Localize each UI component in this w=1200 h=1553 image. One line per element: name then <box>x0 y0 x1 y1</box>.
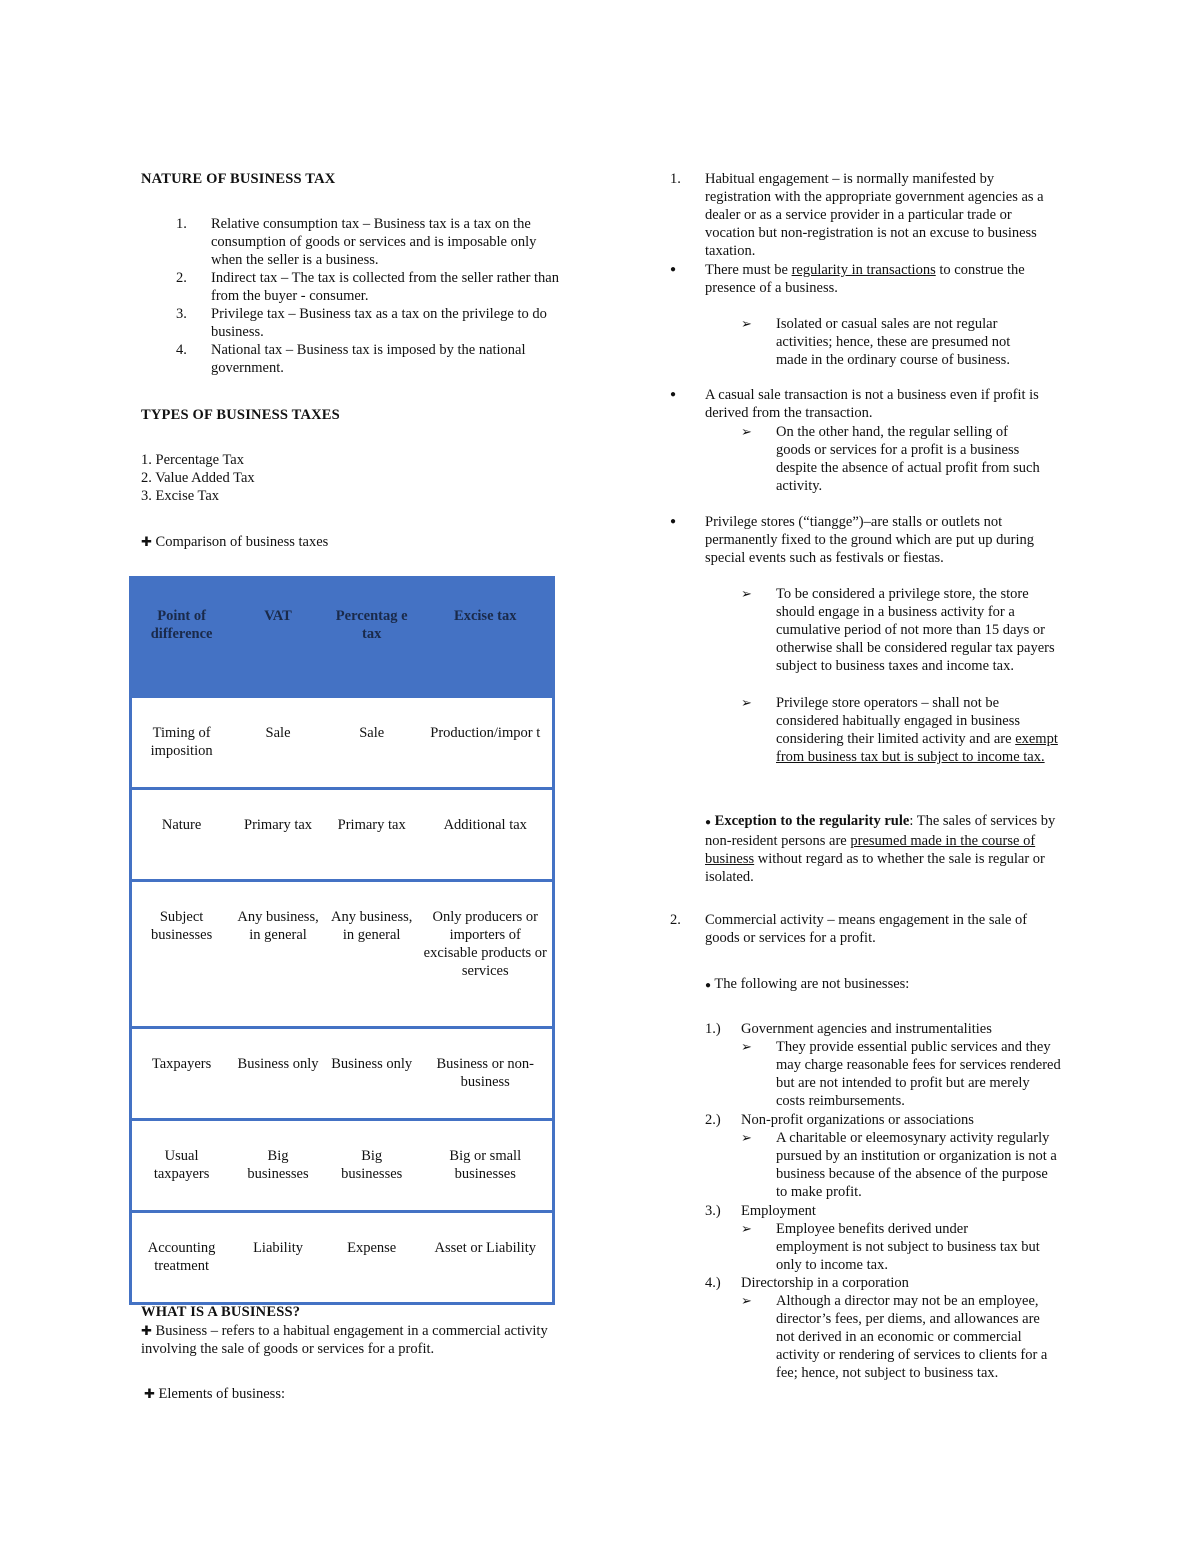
list-item: 1. Relative consumption tax – Business tax is a tax on the consumption of goods or services and is imposable only when the seller is a business. <box>176 216 537 268</box>
list-item-title: Non-profit organizations or associations <box>741 1112 974 1128</box>
table-cell: Business or non-business <box>419 1028 554 1120</box>
exception-paragraph: ● Exception to the regularity rule: The sales of services by non-resident persons are presumed made in the course of business without regard as to whether the sale is regular or isolated. <box>705 813 1056 885</box>
arrow-bullet-icon: ➢ <box>741 1293 752 1308</box>
table-row <box>131 881 554 1028</box>
table-header-cell: VAT <box>231 578 325 697</box>
table-cell: Primary tax <box>231 789 325 881</box>
types-list <box>141 451 255 505</box>
list-item-title: Directorship in a corporation <box>741 1275 909 1291</box>
arrow-bullet-icon: ➢ <box>741 316 752 331</box>
table-row <box>131 1212 554 1304</box>
bullet-icon: ● <box>670 389 677 400</box>
table-cell: Asset or Liability <box>419 1212 554 1304</box>
list-item: 3. Excise Tax <box>141 488 220 504</box>
table-cell: Any business, in general <box>325 881 419 1028</box>
sub-bullet: ➢ To be considered a privilege store, the store should engage in a business activity for a cumulative period of not more than 15 days or otherwise shall be considered regular tax payers subject to business taxes and income tax. <box>741 586 1055 674</box>
habitual-engagement-text: Habitual engagement – is normally manifested by registration with the appropriate government agencies as a dealer or as a service provider in a particular trade or vocation but non-registration is not an excuse to business taxation. <box>705 171 1044 259</box>
arrow-bullet-icon: ➢ <box>741 1039 752 1054</box>
business-definition: ✚ Business – refers to a habitual engagement in a commercial activity involving the sale of goods or services for a profit. <box>141 1323 548 1357</box>
cross-bullet-icon: ✚ <box>144 1386 155 1401</box>
sub-bullet: ➢ On the other hand, the regular selling of goods or services for a profit is a business despite the absence of actual profit from such activity. <box>741 424 1040 494</box>
bullet-icon: ● <box>670 516 677 527</box>
item-number: 1. <box>670 171 681 187</box>
following-label: ● The following are not businesses: <box>705 976 910 992</box>
table-cell: Big businesses <box>325 1120 419 1212</box>
table-cell: Business only <box>231 1028 325 1120</box>
arrow-bullet-icon: ➢ <box>741 695 752 710</box>
elements-label: ✚ Elements of business: <box>144 1386 285 1402</box>
list-item: 1. Percentage Tax <box>141 452 244 468</box>
bullet-icon: ● <box>705 980 712 991</box>
table-cell: Taxpayers <box>131 1028 232 1120</box>
table-cell: Production/impor t <box>419 697 554 789</box>
comparison-table <box>129 576 555 1305</box>
list-item: 3. Privilege tax – Business tax as a tax on the privilege to do business. <box>176 306 547 340</box>
sub-bullet: ➢ Employee benefits derived under employment is not subject to business tax but only to income tax. <box>741 1221 1040 1273</box>
table-header-cell: Point of difference <box>131 578 232 697</box>
cross-bullet-icon: ✚ <box>141 534 152 549</box>
nature-list <box>141 215 571 377</box>
list-item: 4. National tax – Business tax is imposed by the national government. <box>176 342 526 376</box>
bullet-privilege-stores: ● Privilege stores (“tiangge”)–are stalls or outlets not permanently fixed to the ground which are put up during special events such as festivals or fiestas. <box>670 514 1034 566</box>
table-row <box>131 1120 554 1212</box>
bullet-casual-sale: ● A casual sale transaction is not a business even if profit is derived from the transaction. <box>670 387 1039 421</box>
table-cell: Big or small businesses <box>419 1120 554 1212</box>
table-header-cell: Percentag e tax <box>325 578 419 697</box>
list-item: 2. Indirect tax – The tax is collected from the seller rather than from the buyer - consumer. <box>176 270 559 304</box>
arrow-bullet-icon: ➢ <box>741 1130 752 1145</box>
table-cell: Any business, in general <box>231 881 325 1028</box>
table-cell: Primary tax <box>325 789 419 881</box>
item-number: 2.) <box>705 1112 721 1128</box>
bullet-icon: ● <box>670 264 677 275</box>
table-cell: Timing of imposition <box>131 697 232 789</box>
list-item-title: Government agencies and instrumentalities <box>741 1021 992 1037</box>
item-number: 1.) <box>705 1021 721 1037</box>
table-cell: Accounting treatment <box>131 1212 232 1304</box>
sub-bullet: ➢ They provide essential public services and they may charge reasonable fees for services rendered but are not intended to profit but are merely costs reimbursements. <box>741 1039 1061 1109</box>
types-heading: TYPES OF BUSINESS TAXES <box>141 407 340 423</box>
arrow-bullet-icon: ➢ <box>741 424 752 439</box>
sub-bullet: ➢ A charitable or eleemosynary activity regularly pursued by an institution or organization is not a business because of the absence of the purpose to make profit. <box>741 1130 1057 1200</box>
table-header-cell: Excise tax <box>419 578 554 697</box>
sub-bullet: ➢ Isolated or casual sales are not regular activities; hence, these are presumed not made in the ordinary course of business. <box>741 316 1011 368</box>
what-heading: WHAT IS A BUSINESS? <box>141 1304 301 1320</box>
table-cell: Subject businesses <box>131 881 232 1028</box>
sub-bullet: ➢ Although a director may not be an employee, director’s fees, per diems, and allowances are not derived in an economic or commercial activity or rendering of services to clients for a fee; hence, not subject to business tax. <box>741 1293 1048 1381</box>
table-row <box>131 789 554 881</box>
list-item-title: Employment <box>741 1203 816 1219</box>
commercial-activity-text: Commercial activity – means engagement in the sale of goods or services for a profit. <box>705 912 1028 946</box>
item-number: 4.) <box>705 1275 721 1291</box>
table-cell: Additional tax <box>419 789 554 881</box>
table-row <box>131 697 554 789</box>
cross-bullet-icon: ✚ <box>141 1323 152 1338</box>
table-cell: Liability <box>231 1212 325 1304</box>
table-cell: Business only <box>325 1028 419 1120</box>
list-item: 2. Value Added Tax <box>141 470 255 486</box>
nature-heading: NATURE OF BUSINESS TAX <box>141 171 336 187</box>
arrow-bullet-icon: ➢ <box>741 586 752 601</box>
table-cell: Only producers or importers of excisable products or services <box>419 881 554 1028</box>
table-cell: Usual taxpayers <box>131 1120 232 1212</box>
bullet-regularity: ● There must be regularity in transactions to construe the presence of a business. <box>670 262 1025 296</box>
table-row <box>131 1028 554 1120</box>
arrow-bullet-icon: ➢ <box>741 1221 752 1236</box>
bullet-icon: ● <box>705 817 712 828</box>
table-cell: Sale <box>231 697 325 789</box>
item-number: 3.) <box>705 1203 721 1219</box>
comparison-label: ✚ Comparison of business taxes <box>141 534 329 550</box>
table-cell: Expense <box>325 1212 419 1304</box>
table-cell: Nature <box>131 789 232 881</box>
item-number: 2. <box>670 912 681 928</box>
table-cell: Big businesses <box>231 1120 325 1212</box>
sub-bullet: ➢ Privilege store operators – shall not be considered habitually engaged in business considering their limited activity and are exempt from business tax but is subject to income tax. <box>741 695 1058 765</box>
table-cell: Sale <box>325 697 419 789</box>
